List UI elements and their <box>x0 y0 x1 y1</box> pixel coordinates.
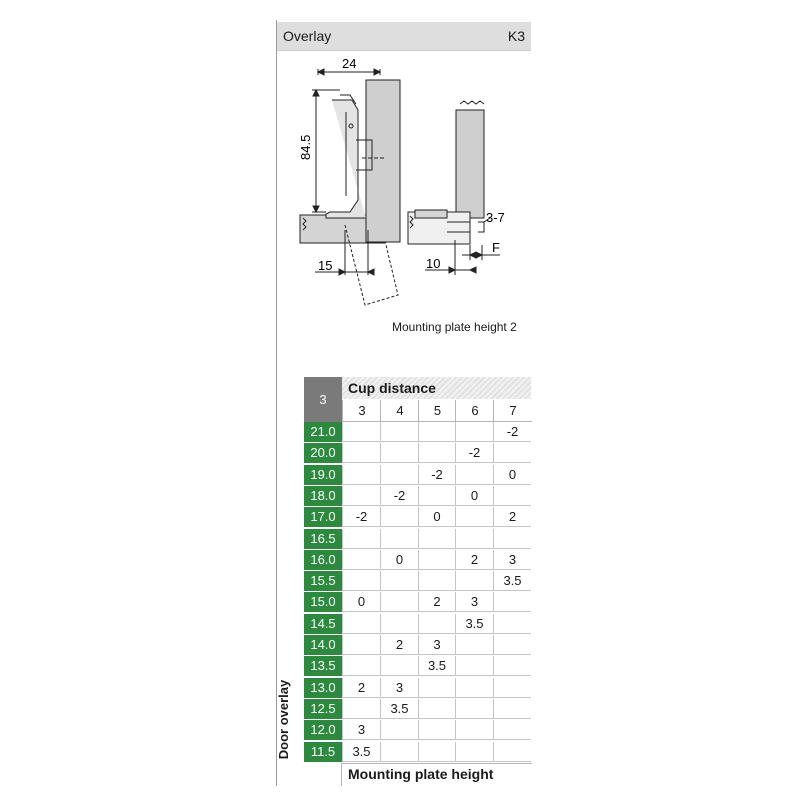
table-cell <box>493 592 531 612</box>
table-cell <box>342 614 380 634</box>
table-cell: 0 <box>455 486 493 506</box>
table-cell <box>455 465 493 485</box>
table-cell <box>493 635 531 655</box>
table-corner: 3 <box>304 377 342 422</box>
table-cell: 0 <box>380 550 418 570</box>
table-cell: -2 <box>455 443 493 463</box>
table-cell <box>418 614 455 634</box>
dim-84-5: 84.5 <box>298 134 313 160</box>
table-cell <box>493 742 531 762</box>
table-cell <box>380 614 418 634</box>
table-cell <box>418 678 455 698</box>
table-cell: -2 <box>418 465 455 485</box>
door-overlay-value: 16.0 <box>304 550 342 570</box>
table-cell <box>342 550 380 570</box>
door-overlay-value: 12.0 <box>304 720 342 740</box>
door-overlay-title: Door overlay <box>276 679 292 760</box>
table-cell <box>342 571 380 591</box>
table-cell <box>342 699 380 719</box>
table-cell <box>493 678 531 698</box>
table-cell <box>455 656 493 676</box>
table-cell <box>493 699 531 719</box>
table-cell <box>493 486 531 506</box>
table-cell: 3.5 <box>342 742 380 762</box>
cup-distance-col: 4 <box>380 400 419 422</box>
dim-24: 24 <box>342 56 357 71</box>
table-cell <box>342 443 380 463</box>
table-cell <box>493 529 531 549</box>
door-overlay-value: 11.5 <box>304 742 342 762</box>
table-cell: 3 <box>380 678 418 698</box>
cup-distance-col: 7 <box>493 400 532 422</box>
table-cell <box>418 720 455 740</box>
table-cell <box>418 699 455 719</box>
door-overlay-value: 18.0 <box>304 486 342 506</box>
table-cell <box>380 443 418 463</box>
door-overlay-value: 15.5 <box>304 571 342 591</box>
cup-distance-col: 5 <box>418 400 456 422</box>
table-cell <box>455 635 493 655</box>
table-cell <box>380 656 418 676</box>
section-title: Overlay <box>283 28 332 44</box>
door-overlay-value: 20.0 <box>304 443 342 463</box>
table-cell <box>342 529 380 549</box>
table-cell: 2 <box>493 507 531 527</box>
mounting-plate-footer-text: Mounting plate height <box>348 766 494 782</box>
dim-f: F <box>492 240 500 255</box>
table-cell <box>342 486 380 506</box>
table-cell <box>455 529 493 549</box>
table-cell <box>418 486 455 506</box>
table-cell: 3 <box>418 635 455 655</box>
dim-15: 15 <box>318 258 333 273</box>
table-cell <box>493 443 531 463</box>
door-overlay-value: 14.5 <box>304 614 342 634</box>
table-cell: 0 <box>493 465 531 485</box>
cup-distance-col: 3 <box>342 400 381 422</box>
table-cell <box>455 678 493 698</box>
door-overlay-value: 16.5 <box>304 529 342 549</box>
table-cell <box>455 507 493 527</box>
table-cell <box>418 742 455 762</box>
table-cell: 2 <box>455 550 493 570</box>
door-overlay-value: 21.0 <box>304 422 342 442</box>
table-cell <box>380 720 418 740</box>
door-overlay-value: 19.0 <box>304 465 342 485</box>
door-overlay-value: 14.0 <box>304 635 342 655</box>
table-cell <box>455 422 493 442</box>
table-cell <box>342 422 380 442</box>
table-cell <box>418 529 455 549</box>
cup-distance-header <box>342 377 531 399</box>
table-cell: -2 <box>380 486 418 506</box>
table-cell <box>418 422 455 442</box>
table-cell <box>342 465 380 485</box>
table-cell <box>380 465 418 485</box>
table-cell <box>380 592 418 612</box>
table-cell <box>493 614 531 634</box>
mounting-plate-caption: Mounting plate height 2 <box>392 320 517 334</box>
table-cell <box>418 550 455 570</box>
table-cell <box>380 507 418 527</box>
table-cell <box>380 742 418 762</box>
table-cell <box>380 571 418 591</box>
table-cell: 0 <box>342 592 380 612</box>
table-cell: 3 <box>493 550 531 570</box>
mounting-plate-footer <box>341 763 532 786</box>
table-cell <box>380 422 418 442</box>
table-cell: 3.5 <box>418 656 455 676</box>
table-cell <box>493 720 531 740</box>
table-cell <box>380 529 418 549</box>
table-cell: 0 <box>418 507 455 527</box>
table-cell <box>455 571 493 591</box>
table-cell <box>418 443 455 463</box>
table-cell: 3 <box>342 720 380 740</box>
door-overlay-label <box>264 676 318 766</box>
door-overlay-value: 13.5 <box>304 656 342 676</box>
table-cell: 2 <box>342 678 380 698</box>
door-overlay-value: 13.0 <box>304 678 342 698</box>
table-cell <box>455 720 493 740</box>
table-cell: 2 <box>418 592 455 612</box>
section-header <box>277 22 531 51</box>
table-cell <box>493 656 531 676</box>
dim-3-7: 3-7 <box>486 210 505 225</box>
table-cell <box>342 656 380 676</box>
section-code: K3 <box>507 28 525 44</box>
table-cell: 3.5 <box>380 699 418 719</box>
table-cell: 3 <box>455 592 493 612</box>
cup-distance-title: Cup distance <box>348 380 436 396</box>
table-cell <box>455 699 493 719</box>
door-overlay-value: 15.0 <box>304 592 342 612</box>
table-cell: 2 <box>380 635 418 655</box>
dim-10: 10 <box>426 256 441 271</box>
table-cell <box>455 742 493 762</box>
table-cell: -2 <box>493 422 531 442</box>
table-cell <box>418 571 455 591</box>
door-overlay-value: 12.5 <box>304 699 342 719</box>
table-cell <box>342 635 380 655</box>
table-cell: 3.5 <box>493 571 531 591</box>
cup-distance-col: 6 <box>455 400 494 422</box>
door-overlay-value: 17.0 <box>304 507 342 527</box>
table-cell: -2 <box>342 507 380 527</box>
table-cell: 3.5 <box>455 614 493 634</box>
hinge-technical-drawing <box>277 50 531 320</box>
